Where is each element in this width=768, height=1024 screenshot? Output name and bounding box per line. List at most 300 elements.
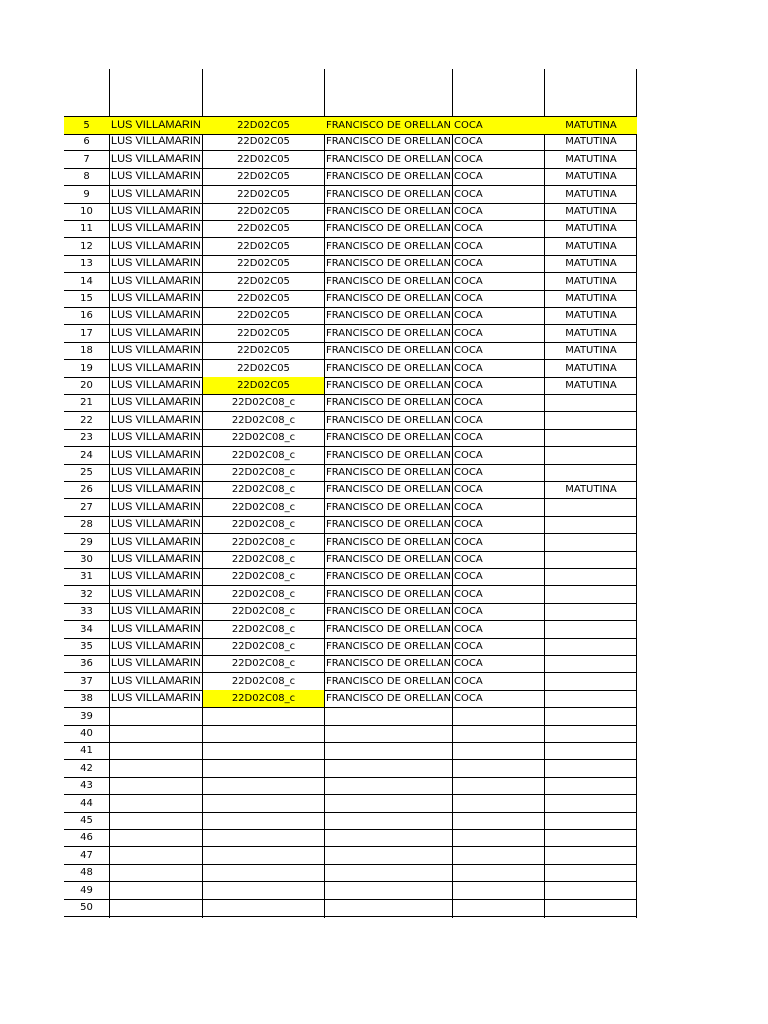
row-number[interactable]: 41	[80, 745, 93, 757]
city-cell[interactable]: COCA	[454, 588, 483, 600]
shift-cell[interactable]: MATUTINA	[565, 310, 617, 322]
shift-cell[interactable]	[545, 742, 637, 759]
table-row	[64, 899, 637, 917]
name-cell[interactable]: LUS VILLAMARIN	[111, 500, 201, 513]
name-cell[interactable]: LUS VILLAMARIN	[111, 205, 201, 217]
place-cell[interactable]: FRANCISCO DE ORELLAN	[326, 501, 451, 513]
shift-cell[interactable]	[545, 847, 637, 864]
name-cell[interactable]	[110, 864, 202, 881]
place-cell[interactable]: FRANCISCO DE ORELLAN	[326, 675, 451, 687]
city-cell[interactable]: COCA	[454, 171, 483, 183]
city-cell[interactable]: COCA	[454, 362, 483, 374]
city-cell[interactable]: COCA	[454, 432, 483, 444]
row-number[interactable]: 40	[80, 728, 93, 739]
shift-cell[interactable]	[545, 708, 637, 725]
city-cell[interactable]: COCA	[454, 136, 483, 148]
code-cell[interactable]: 22D02C05	[237, 258, 290, 270]
shift-cell[interactable]	[545, 464, 637, 481]
name-cell[interactable]: LUS VILLAMARIN	[111, 379, 201, 391]
place-cell[interactable]: FRANCISCO DE ORELLAN	[326, 554, 451, 565]
place-cell[interactable]: FRANCISCO DE ORELLAN	[326, 397, 451, 409]
row-number[interactable]: 23	[80, 432, 93, 444]
place-cell[interactable]: FRANCISCO DE ORELLAN	[326, 449, 451, 461]
table-row	[64, 586, 637, 604]
row-number[interactable]: 33	[80, 606, 93, 618]
city-cell[interactable]: COCA	[454, 658, 483, 670]
code-cell[interactable]: 22D02C05	[237, 188, 290, 200]
code-cell[interactable]: 22D02C08_c	[231, 658, 296, 670]
place-cell[interactable]	[325, 864, 452, 881]
name-cell[interactable]	[110, 882, 202, 899]
code-cell[interactable]: 22D02C08_c	[203, 690, 324, 707]
table-row	[64, 377, 637, 395]
code-cell[interactable]	[203, 899, 324, 916]
name-cell[interactable]: LUS VILLAMARIN	[111, 692, 201, 705]
shift-cell[interactable]: MATUTINA	[565, 223, 617, 235]
code-cell[interactable]: 22D02C08_c	[231, 606, 296, 618]
name-cell[interactable]	[110, 847, 202, 864]
name-cell[interactable]	[110, 812, 202, 829]
name-cell[interactable]: LUS VILLAMARIN	[111, 119, 201, 131]
shift-cell[interactable]	[545, 621, 637, 638]
name-cell[interactable]: LUS VILLAMARIN	[111, 587, 201, 600]
city-cell[interactable]: COCA	[454, 120, 483, 131]
city-cell[interactable]	[453, 708, 544, 725]
shift-cell[interactable]: MATUTINA	[565, 380, 617, 391]
code-cell[interactable]	[203, 725, 324, 742]
name-cell[interactable]: LUS VILLAMARIN	[111, 413, 201, 426]
row-number[interactable]: 39	[80, 710, 93, 722]
table-row	[64, 133, 637, 151]
row-number[interactable]: 16	[80, 310, 93, 322]
place-cell[interactable]: FRANCISCO DE ORELLAN	[326, 345, 451, 357]
row-number[interactable]: 44	[80, 797, 93, 809]
shift-cell[interactable]	[545, 725, 637, 742]
shift-cell[interactable]: MATUTINA	[565, 206, 617, 217]
shift-cell[interactable]: MATUTINA	[565, 136, 617, 148]
row-number[interactable]: 12	[80, 240, 93, 252]
row-number[interactable]: 27	[80, 501, 93, 513]
name-cell[interactable]: LUS VILLAMARIN	[111, 640, 201, 652]
shift-cell[interactable]	[545, 534, 637, 551]
city-cell[interactable]: COCA	[454, 380, 483, 391]
code-cell[interactable]: 22D02C05	[237, 362, 290, 374]
name-cell[interactable]: LUS VILLAMARIN	[111, 152, 201, 165]
name-cell[interactable]: LUS VILLAMARIN	[111, 570, 201, 583]
shift-cell[interactable]	[545, 394, 637, 411]
shift-cell[interactable]: MATUTINA	[565, 345, 617, 357]
shift-cell[interactable]	[545, 655, 637, 672]
city-cell[interactable]	[453, 829, 544, 846]
code-cell[interactable]: 22D02C08_c	[231, 623, 296, 635]
shift-cell[interactable]	[545, 812, 637, 829]
table-row	[64, 708, 637, 726]
place-cell[interactable]: FRANCISCO DE ORELLAN	[326, 188, 451, 200]
city-cell[interactable]: COCA	[454, 206, 483, 217]
name-cell[interactable]: LUS VILLAMARIN	[111, 222, 201, 235]
city-cell[interactable]: COCA	[454, 675, 483, 687]
table-row	[64, 568, 637, 586]
place-cell[interactable]	[325, 725, 452, 742]
row-number[interactable]: 28	[80, 519, 93, 531]
place-cell[interactable]: FRANCISCO DE ORELLAN	[326, 258, 451, 270]
city-cell[interactable]: COCA	[454, 519, 483, 531]
city-cell[interactable]	[453, 882, 544, 899]
row-number[interactable]: 30	[80, 554, 93, 565]
table-row	[64, 290, 637, 308]
city-cell[interactable]: COCA	[454, 240, 483, 252]
code-cell[interactable]: 22D02C08_c	[231, 571, 296, 583]
place-cell[interactable]: FRANCISCO DE ORELLAN	[326, 136, 451, 148]
shift-cell[interactable]: MATUTINA	[565, 293, 617, 304]
name-cell[interactable]: LUS VILLAMARIN	[111, 605, 201, 618]
code-cell[interactable]: 22D02C05	[237, 136, 290, 148]
name-cell[interactable]: LUS VILLAMARIN	[111, 361, 201, 374]
row-number[interactable]: 6	[83, 136, 90, 148]
city-cell[interactable]: COCA	[454, 258, 483, 270]
table-row	[64, 342, 637, 360]
place-cell[interactable]	[325, 847, 452, 864]
row-number[interactable]: 24	[80, 449, 93, 461]
city-cell[interactable]	[453, 812, 544, 829]
place-cell[interactable]: FRANCISCO DE ORELLAN	[326, 310, 451, 322]
table-row	[64, 690, 637, 708]
row-number[interactable]: 48	[80, 867, 93, 879]
city-cell[interactable]	[453, 777, 544, 794]
table-row	[64, 742, 637, 760]
table-row	[64, 273, 637, 291]
place-cell[interactable]: FRANCISCO DE ORELLAN	[326, 606, 451, 618]
code-cell[interactable]: 22D02C08_c	[231, 519, 296, 531]
shift-cell[interactable]	[545, 412, 637, 429]
name-cell[interactable]: LUS VILLAMARIN	[111, 622, 201, 635]
name-cell[interactable]	[110, 708, 202, 725]
code-cell[interactable]: 22D02C05	[237, 327, 290, 339]
row-number[interactable]: 26	[80, 484, 93, 496]
place-cell[interactable]: FRANCISCO DE ORELLAN	[326, 171, 451, 183]
table-row	[64, 499, 637, 517]
code-cell[interactable]: 22D02C05	[237, 171, 290, 183]
shift-cell[interactable]	[545, 882, 637, 899]
place-cell[interactable]	[325, 812, 452, 829]
code-cell[interactable]	[203, 864, 324, 881]
place-cell[interactable]: FRANCISCO DE ORELLAN	[326, 275, 451, 287]
code-cell[interactable]: 22D02C05	[237, 206, 290, 217]
row-number[interactable]: 31	[80, 571, 93, 583]
row-number[interactable]: 37	[80, 675, 93, 687]
name-cell[interactable]: LUS VILLAMARIN	[111, 326, 201, 339]
name-cell[interactable]: LUS VILLAMARIN	[111, 674, 201, 687]
name-cell[interactable]: LUS VILLAMARIN	[111, 518, 201, 531]
row-number[interactable]: 38	[80, 693, 93, 705]
name-cell[interactable]: LUS VILLAMARIN	[111, 187, 201, 200]
shift-cell[interactable]: MATUTINA	[565, 171, 617, 183]
row-number[interactable]: 45	[80, 815, 93, 826]
name-cell[interactable]: LUS VILLAMARIN	[111, 274, 201, 287]
city-cell[interactable]	[453, 760, 544, 777]
name-cell[interactable]: LUS VILLAMARIN	[111, 657, 201, 670]
city-cell[interactable]: COCA	[454, 467, 483, 478]
shift-cell[interactable]	[545, 586, 637, 603]
city-cell[interactable]: COCA	[454, 554, 483, 565]
shift-cell[interactable]: MATUTINA	[565, 153, 617, 165]
city-cell[interactable]	[453, 725, 544, 742]
city-cell[interactable]: COCA	[454, 310, 483, 322]
city-cell[interactable]: COCA	[454, 501, 483, 513]
name-cell[interactable]	[110, 795, 202, 812]
row-number[interactable]: 15	[80, 293, 93, 304]
code-cell[interactable]: 22D02C08_c	[231, 641, 296, 652]
row-number[interactable]: 18	[80, 345, 93, 357]
city-cell[interactable]	[453, 795, 544, 812]
table-row	[64, 655, 637, 673]
city-cell[interactable]: COCA	[454, 153, 483, 165]
city-cell[interactable]: COCA	[454, 188, 483, 200]
row-number[interactable]: 25	[80, 467, 93, 478]
name-cell[interactable]: LUS VILLAMARIN	[111, 135, 201, 148]
city-cell[interactable]: COCA	[454, 571, 483, 583]
table-row	[64, 412, 637, 430]
place-cell[interactable]: FRANCISCO DE ORELLAN	[326, 414, 451, 426]
shift-cell[interactable]: MATUTINA	[565, 275, 617, 287]
row-number[interactable]: 46	[80, 832, 93, 844]
code-cell[interactable]	[203, 882, 324, 899]
code-cell[interactable]: 22D02C05	[203, 377, 324, 394]
shift-cell[interactable]: MATUTINA	[565, 484, 617, 496]
table-row	[64, 307, 637, 325]
code-cell[interactable]: 22D02C05	[237, 293, 290, 304]
code-cell[interactable]: 22D02C05	[237, 345, 290, 357]
name-cell[interactable]: LUS VILLAMARIN	[111, 257, 201, 270]
row-number[interactable]: 8	[83, 171, 90, 183]
shift-cell[interactable]	[545, 795, 637, 812]
code-cell[interactable]	[203, 812, 324, 829]
row-number[interactable]: 14	[80, 275, 93, 287]
shift-cell[interactable]: MATUTINA	[565, 240, 617, 252]
code-cell[interactable]	[203, 847, 324, 864]
row-number[interactable]: 17	[80, 327, 93, 339]
name-cell[interactable]: LUS VILLAMARIN	[111, 535, 201, 548]
table-row	[64, 621, 637, 639]
shift-cell[interactable]	[545, 568, 637, 585]
table-row	[64, 429, 637, 447]
code-cell[interactable]	[203, 760, 324, 777]
row-number[interactable]: 32	[80, 588, 93, 600]
city-cell[interactable]: COCA	[454, 693, 483, 705]
row-number[interactable]: 11	[80, 223, 93, 235]
code-cell[interactable]: 22D02C05	[237, 310, 290, 322]
row-number[interactable]: 21	[80, 397, 93, 409]
city-cell[interactable]	[453, 864, 544, 881]
place-cell[interactable]: FRANCISCO DE ORELLAN	[326, 467, 451, 478]
row-number[interactable]: 50	[80, 902, 93, 913]
place-cell[interactable]: FRANCISCO DE ORELLAN	[326, 588, 451, 600]
name-cell[interactable]: LUS VILLAMARIN	[111, 431, 201, 444]
place-cell[interactable]: FRANCISCO DE ORELLAN	[326, 293, 451, 304]
row-number[interactable]: 42	[80, 762, 93, 774]
name-cell[interactable]: LUS VILLAMARIN	[111, 448, 201, 461]
code-cell[interactable]: 22D02C08_c	[231, 449, 296, 461]
row-number[interactable]: 19	[80, 362, 93, 374]
place-cell[interactable]: FRANCISCO DE ORELLAN	[326, 120, 451, 131]
name-cell[interactable]: LUS VILLAMARIN	[111, 239, 201, 252]
place-cell[interactable]: FRANCISCO DE ORELLAN	[326, 206, 451, 217]
row-number[interactable]: 49	[80, 884, 93, 896]
row-number[interactable]: 9	[83, 188, 90, 200]
code-cell[interactable]: 22D02C08_c	[231, 432, 296, 444]
code-cell[interactable]	[203, 829, 324, 846]
shift-cell[interactable]	[545, 603, 637, 620]
name-cell[interactable]: LUS VILLAMARIN	[111, 170, 201, 183]
code-cell[interactable]: 22D02C05	[237, 275, 290, 287]
table-row	[64, 116, 637, 135]
row-number[interactable]: 10	[80, 206, 93, 217]
name-cell[interactable]	[110, 760, 202, 777]
city-cell[interactable]: COCA	[454, 606, 483, 618]
place-cell[interactable]: FRANCISCO DE ORELLAN	[326, 571, 451, 583]
city-cell[interactable]	[453, 742, 544, 759]
row-number[interactable]: 34	[80, 623, 93, 635]
code-cell[interactable]	[203, 777, 324, 794]
row-number[interactable]: 20	[80, 380, 93, 391]
place-cell[interactable]: FRANCISCO DE ORELLAN	[326, 380, 451, 391]
code-cell[interactable]: 22D02C08_c	[231, 397, 296, 409]
table-row	[64, 394, 637, 412]
shift-cell[interactable]: MATUTINA	[565, 120, 617, 131]
city-cell[interactable]: COCA	[454, 484, 483, 496]
row-number[interactable]: 7	[83, 153, 90, 165]
code-cell[interactable]: 22D02C08_c	[231, 675, 296, 687]
place-cell[interactable]: FRANCISCO DE ORELLAN	[326, 223, 451, 235]
name-cell[interactable]: LUS VILLAMARIN	[111, 396, 201, 409]
place-cell[interactable]	[325, 882, 452, 899]
shift-cell[interactable]: MATUTINA	[565, 327, 617, 339]
code-cell[interactable]: 22D02C05	[237, 240, 290, 252]
place-cell[interactable]: FRANCISCO DE ORELLAN	[326, 327, 451, 339]
place-cell[interactable]: FRANCISCO DE ORELLAN	[326, 519, 451, 531]
name-cell[interactable]	[110, 725, 202, 742]
code-cell[interactable]: 22D02C08_c	[231, 536, 296, 548]
row-number[interactable]: 47	[80, 849, 93, 861]
place-cell[interactable]: FRANCISCO DE ORELLAN	[326, 693, 451, 705]
shift-cell[interactable]	[545, 429, 637, 446]
code-cell[interactable]: 22D02C05	[237, 153, 290, 165]
code-cell[interactable]	[203, 708, 324, 725]
shift-cell[interactable]	[545, 673, 637, 690]
place-cell[interactable]: FRANCISCO DE ORELLAN	[326, 240, 451, 252]
name-cell[interactable]: LUS VILLAMARIN	[111, 483, 201, 496]
row-number[interactable]: 35	[80, 641, 93, 652]
shift-cell[interactable]	[545, 829, 637, 846]
shift-cell[interactable]: MATUTINA	[565, 362, 617, 374]
place-cell[interactable]	[325, 742, 452, 759]
shift-cell[interactable]	[545, 638, 637, 655]
city-cell[interactable]: COCA	[454, 641, 483, 652]
shift-cell[interactable]	[545, 760, 637, 777]
place-cell[interactable]	[325, 795, 452, 812]
city-cell[interactable]	[453, 899, 544, 916]
row-number[interactable]: 29	[80, 536, 93, 548]
shift-cell[interactable]	[545, 899, 637, 916]
row-number[interactable]: 22	[80, 414, 93, 426]
place-cell[interactable]	[325, 829, 452, 846]
name-cell[interactable]: LUS VILLAMARIN	[111, 466, 201, 478]
code-cell[interactable]: 22D02C08_c	[231, 554, 296, 565]
name-cell[interactable]	[110, 899, 202, 916]
row-number[interactable]: 5	[83, 120, 90, 131]
row-number[interactable]: 36	[80, 658, 93, 670]
name-cell[interactable]: LUS VILLAMARIN	[111, 344, 201, 357]
shift-cell[interactable]	[545, 447, 637, 464]
shift-cell[interactable]	[545, 516, 637, 533]
row-number[interactable]: 13	[80, 258, 93, 270]
place-cell[interactable]: FRANCISCO DE ORELLAN	[326, 432, 451, 444]
place-cell[interactable]: FRANCISCO DE ORELLAN	[326, 641, 451, 652]
place-cell[interactable]: FRANCISCO DE ORELLAN	[326, 536, 451, 548]
name-cell[interactable]: LUS VILLAMARIN	[111, 553, 201, 565]
city-cell[interactable]: COCA	[454, 345, 483, 357]
city-cell[interactable]: COCA	[454, 449, 483, 461]
code-cell[interactable]: 22D02C08_c	[231, 467, 296, 478]
place-cell[interactable]: FRANCISCO DE ORELLAN	[326, 658, 451, 670]
code-cell[interactable]	[203, 742, 324, 759]
place-cell[interactable]	[325, 777, 452, 794]
name-cell[interactable]	[110, 829, 202, 846]
code-cell[interactable]: 22D02C08_c	[231, 588, 296, 600]
shift-cell[interactable]	[545, 864, 637, 881]
place-cell[interactable]: FRANCISCO DE ORELLAN	[326, 623, 451, 635]
shift-cell[interactable]	[545, 499, 637, 516]
city-cell[interactable]: COCA	[454, 414, 483, 426]
table-row	[64, 760, 637, 778]
city-cell[interactable]: COCA	[454, 397, 483, 409]
city-cell[interactable]	[453, 847, 544, 864]
city-cell[interactable]: COCA	[454, 223, 483, 235]
shift-cell[interactable]	[545, 690, 637, 707]
table-row	[64, 638, 637, 656]
name-cell[interactable]: LUS VILLAMARIN	[111, 309, 201, 322]
row-number[interactable]: 43	[80, 780, 93, 792]
code-cell[interactable]: 22D02C08_c	[231, 484, 296, 496]
shift-cell[interactable]: MATUTINA	[565, 188, 617, 200]
shift-cell[interactable]	[545, 551, 637, 568]
name-cell[interactable]	[110, 777, 202, 794]
code-cell[interactable]: 22D02C05	[237, 120, 290, 131]
place-cell[interactable]: FRANCISCO DE ORELLAN	[326, 484, 451, 496]
place-cell[interactable]: FRANCISCO DE ORELLAN	[326, 153, 451, 165]
place-cell[interactable]: FRANCISCO DE ORELLAN	[326, 362, 451, 374]
city-cell[interactable]: COCA	[454, 536, 483, 548]
code-cell[interactable]: 22D02C05	[237, 223, 290, 235]
table-row	[64, 481, 637, 499]
table-row	[64, 673, 637, 691]
place-cell[interactable]	[325, 708, 452, 725]
city-cell[interactable]: COCA	[454, 293, 483, 304]
city-cell[interactable]: COCA	[454, 327, 483, 339]
shift-cell[interactable]	[545, 777, 637, 794]
city-cell[interactable]: COCA	[454, 623, 483, 635]
name-cell[interactable]: LUS VILLAMARIN	[111, 292, 201, 304]
name-cell[interactable]	[110, 742, 202, 759]
shift-cell[interactable]: MATUTINA	[565, 258, 617, 270]
place-cell[interactable]	[325, 899, 452, 916]
table-row	[64, 847, 637, 865]
code-cell[interactable]	[203, 795, 324, 812]
code-cell[interactable]: 22D02C08_c	[231, 414, 296, 426]
code-cell[interactable]: 22D02C08_c	[231, 501, 296, 513]
place-cell[interactable]	[325, 760, 452, 777]
city-cell[interactable]: COCA	[454, 275, 483, 287]
